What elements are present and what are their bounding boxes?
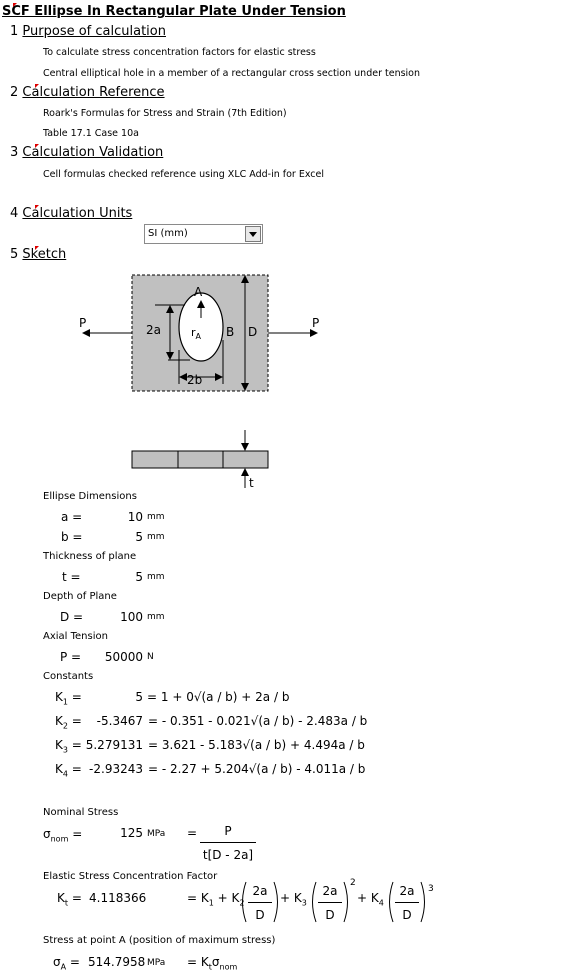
k1-formula: = 1 + 0√(a / b) + 2a / b bbox=[147, 690, 290, 704]
kt-frac3-num: 2a bbox=[399, 884, 415, 898]
k1-label: $K_1$ = bbox=[55, 690, 82, 707]
nominal-stress-heading: Nominal Stress bbox=[43, 807, 119, 818]
kt-exponent-2: 2 bbox=[350, 878, 356, 888]
t-label: t = bbox=[62, 570, 81, 584]
thickness-heading: Thickness of plane bbox=[43, 551, 137, 562]
section-label: Calculation Units bbox=[22, 206, 133, 221]
d-unit: mm bbox=[147, 612, 165, 622]
kt-frac3-den: D bbox=[402, 908, 412, 922]
kt-heading: Elastic Stress Concentration Factor bbox=[43, 871, 218, 882]
a-unit: mm bbox=[147, 512, 165, 522]
k3-value: 5.279131 bbox=[85, 738, 143, 752]
b-label: b = bbox=[61, 530, 83, 544]
section-number: 1 bbox=[10, 24, 19, 39]
section-number: 3 bbox=[10, 145, 19, 160]
constants-heading: Constants bbox=[43, 671, 94, 682]
radius-a-label: $r_A$ bbox=[191, 326, 202, 342]
section-label: Purpose of calculation bbox=[22, 24, 166, 39]
sigma-nom-label: $\sigma_{nom}$ = bbox=[43, 827, 83, 844]
kt-frac2-den: D bbox=[325, 908, 335, 922]
k4-label: $K_4$ = bbox=[55, 762, 82, 779]
point-b-label: B bbox=[226, 325, 235, 339]
reference-line-2: Table 17.1 Case 10a bbox=[43, 128, 139, 139]
dim-2b-label: 2b bbox=[187, 373, 203, 387]
section-number: 4 bbox=[10, 206, 19, 221]
fraction-bar bbox=[200, 842, 256, 843]
dim-d-label: D bbox=[248, 325, 258, 339]
kt-formula-k1: = $K_1 + K_2$ bbox=[187, 891, 245, 908]
kt-formula-k3: + $K_3$ bbox=[280, 891, 307, 908]
k1-value: 5 bbox=[135, 690, 143, 704]
fraction-bar bbox=[395, 902, 419, 903]
section-number: 5 bbox=[10, 247, 19, 262]
depth-heading: Depth of Plane bbox=[43, 591, 117, 602]
a-value[interactable]: 10 bbox=[127, 510, 143, 524]
p-unit: N bbox=[147, 652, 154, 662]
kt-frac1-den: D bbox=[255, 908, 265, 922]
kt-label: $K_t$ = bbox=[57, 891, 82, 908]
sigma-nom-unit: MPa bbox=[147, 829, 166, 839]
sigma-a-heading: Stress at point A (position of maximum stress) bbox=[43, 935, 276, 946]
sigma-nom-denominator: t[D - 2a] bbox=[202, 848, 254, 862]
sigma-a-value: 514.7958 bbox=[88, 955, 146, 969]
kt-formula-k4: + $K_4$ bbox=[357, 891, 384, 908]
p-value[interactable]: 50000 bbox=[104, 650, 143, 664]
kt-value: 4.118366 bbox=[89, 891, 147, 905]
cross-section-strip bbox=[132, 451, 268, 468]
kt-frac2-num: 2a bbox=[322, 884, 338, 898]
kt-frac1-num: 2a bbox=[252, 884, 268, 898]
units-selected-value: SI (mm) bbox=[148, 228, 188, 239]
p-label: P = bbox=[60, 650, 82, 664]
section-number: 2 bbox=[10, 85, 19, 100]
k3-formula: = 3.621 - 5.183√(a / b) + 4.494a / b bbox=[148, 738, 365, 752]
kt-exponent-3: 3 bbox=[428, 884, 434, 894]
k2-value: -5.3467 bbox=[96, 714, 143, 728]
t-value[interactable]: 5 bbox=[135, 570, 143, 584]
k2-label: $K_2$ = bbox=[55, 714, 82, 731]
b-value[interactable]: 5 bbox=[135, 530, 143, 544]
b-unit: mm bbox=[147, 532, 165, 542]
sigma-a-formula: = $K_t\sigma_{nom}$ bbox=[187, 955, 238, 972]
sigma-a-label: $\sigma_A$ = bbox=[53, 955, 80, 972]
purpose-line-2: Central elliptical hole in a member of a rectangular cross section under tension bbox=[43, 68, 421, 79]
page-title: SCF Ellipse In Rectangular Plate Under Tension bbox=[2, 4, 346, 19]
k3-label: $K_3$ = bbox=[55, 738, 82, 755]
tension-heading: Axial Tension bbox=[43, 631, 108, 642]
reference-line-1: Roark's Formulas for Stress and Strain (7th Edition) bbox=[43, 108, 287, 119]
k4-value: -2.93243 bbox=[89, 762, 143, 776]
ellipse-dims-heading: Ellipse Dimensions bbox=[43, 491, 137, 502]
section-label: Calculation Validation bbox=[22, 145, 164, 160]
a-label: a = bbox=[61, 510, 83, 524]
d-value[interactable]: 100 bbox=[120, 610, 143, 624]
sigma-nom-numerator: P bbox=[224, 824, 232, 838]
k2-formula: = - 0.351 - 0.021√(a / b) - 2.483a / b bbox=[148, 714, 368, 728]
section-label: Calculation Reference bbox=[22, 85, 165, 100]
load-label-left: P bbox=[79, 316, 87, 330]
validation-line-1: Cell formulas checked reference using XLC Add-in for Excel bbox=[43, 169, 325, 180]
sigma-a-unit: MPa bbox=[147, 958, 166, 968]
fraction-bar bbox=[318, 902, 342, 903]
section-label: Sketch bbox=[22, 247, 67, 262]
t-unit: mm bbox=[147, 572, 165, 582]
thickness-label: t bbox=[249, 476, 254, 490]
dim-2a-label: 2a bbox=[146, 323, 161, 337]
load-label-right: P bbox=[312, 316, 320, 330]
fraction-bar bbox=[248, 902, 272, 903]
sigma-nom-value: 125 bbox=[120, 826, 143, 840]
d-label: D = bbox=[60, 610, 84, 624]
k4-formula: = - 2.27 + 5.204√(a / b) - 4.011a / b bbox=[148, 762, 366, 776]
purpose-line-1: To calculate stress concentration factors for elastic stress bbox=[43, 47, 316, 58]
sigma-nom-eq: = bbox=[187, 826, 198, 840]
point-a-label: A bbox=[194, 285, 203, 299]
